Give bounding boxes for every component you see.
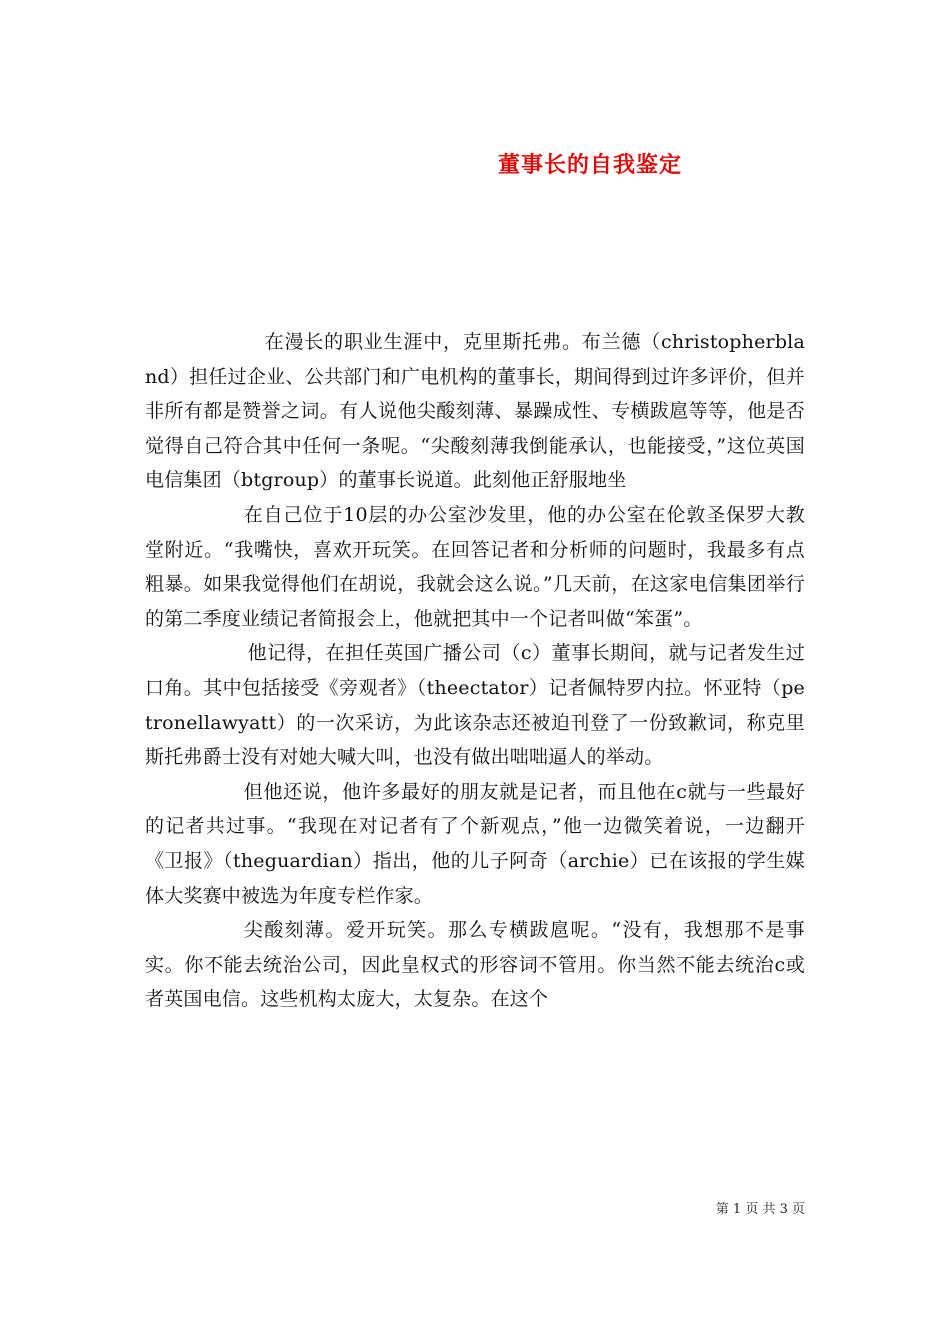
document-body xyxy=(145,325,805,1017)
document-title: 董事长的自我鉴定 xyxy=(497,151,682,178)
page-number-footer: 第 1 页 共 3 页 xyxy=(715,1202,805,1217)
title-area xyxy=(0,0,950,200)
paragraph-1: 在漫长的职业生涯中，克里斯托弗。布兰德（christopherbland）担任过企业、公共部门和广电机构的董事长，期间得到过许多评价，但并非所有都是赞誉之词。有人说他尖酸刻薄、暴躁成性、专横跋扈等等，他是否觉得自己符合其中任何一条呢。“尖酸刻薄我倒能承认，也能接受，”这位英国电信集团（btgroup）的董事长说道。此刻他正舒服地坐 xyxy=(145,331,805,492)
paragraph-4: 但他还说，他许多最好的朋友就是记者，而且他在c就与一些最好的记者共过事。“我现在对记者有了个新观点，”他一边微笑着说，一边翻开《卫报》（theguardian）指出，他的儿子阿奇（archie）已在该报的学生媒体大奖赛中被选为年度专栏作家。 xyxy=(145,780,805,907)
paragraph-5: 尖酸刻薄。爱开玩笑。那么专横跋扈呢。“没有，我想那不是事实。你不能去统治公司，因此皇权式的形容词不管用。你当然不能去统治c或者英国电信。这些机构太庞大，太复杂。在这个 xyxy=(145,919,805,1011)
paragraph-3: 他记得，在担任英国广播公司（c）董事长期间，就与记者发生过口角。其中包括接受《旁观者》（theectator）记者佩特罗内拉。怀亚特（petronellawyatt）的一次采访，为此该杂志还被迫刊登了一份致歉词，称克里斯托弗爵士没有对她大喊大叫，也没有做出咄咄逼人的举动。 xyxy=(145,642,805,769)
paragraph-2: 在自己位于10层的办公室沙发里，他的办公室在伦敦圣保罗大教堂附近。“我嘴快，喜欢开玩笑。在回答记者和分析师的问题时，我最多有点粗暴。如果我觉得他们在胡说，我就会这么说。”几天前，在这家电信集团举行的第二季度业绩记者简报会上，他就把其中一个记者叫做“笨蛋”。 xyxy=(145,503,805,630)
